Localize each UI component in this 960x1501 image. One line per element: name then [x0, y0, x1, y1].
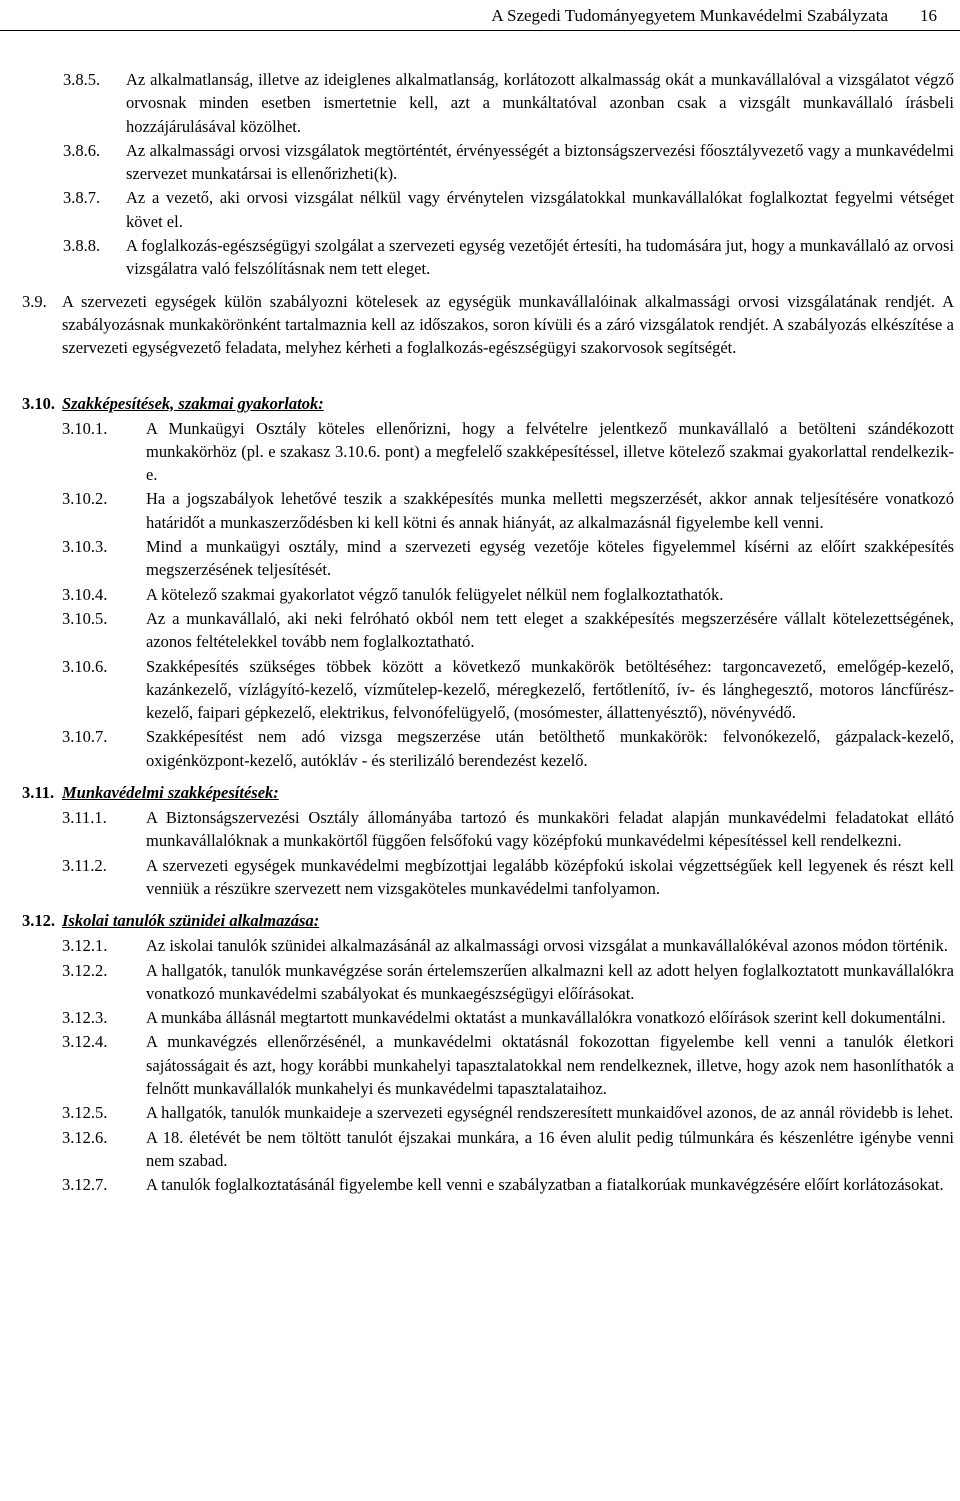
page-header	[0, 4, 960, 31]
list-item	[0, 1006, 960, 1029]
list-item	[0, 655, 960, 725]
item-number: 3.11.2.	[62, 855, 107, 875]
list-item	[0, 1101, 960, 1124]
item-number: 3.12.5.	[62, 1103, 108, 1123]
item-number: 3.8.5.	[63, 70, 101, 89]
item-number: 3.8.7.	[63, 188, 101, 208]
section-title: Munkavédelmi szakképesítések:	[62, 783, 279, 803]
list-item	[0, 934, 960, 957]
list-item	[0, 487, 960, 534]
item-number: 3.12.7.	[62, 1175, 108, 1195]
item-number: 3.11.1.	[62, 808, 107, 828]
item-number: 3.8.6.	[63, 140, 101, 160]
list-item	[0, 959, 960, 1006]
item-text: A 18. életévét be nem töltött tanulót éjszakai munkára, a 16 éven alulit pedig túlmunkára és készenlétre igénybe venni nem szabad.	[146, 1127, 954, 1170]
item-number: 3.10.4.	[62, 584, 108, 604]
item-text: A kötelező szakmai gyakorlatot végző tanulók felügyelet nélkül nem foglalkoztathatók.	[146, 584, 724, 604]
item-text: A hallgatók, tanulók munkavégzése során értelemszerűen alkalmazni kell az adott helyen foglalkoztatott munkavállalókra vonatkozó munkavédelmi szabályokat és munkaegészségügyi előírásokat.	[146, 960, 954, 1003]
item-text: A munkába állásnál megtartott munkavédelmi oktatást a munkavállalókra vonatkozó előírások szerint kell dokumentálni.	[146, 1008, 946, 1028]
item-text: Az a munkavállaló, aki neki felróható okból nem tett eleget a szakképesítés megszerzésére vállalt kötelezettségének, azonos feltételekkel tovább nem foglalkoztatható.	[146, 608, 954, 652]
item-text: Az alkalmatlanság, illetve az ideiglenes alkalmatlanság, korlátozott alkalmasság okát a munkavállalóval a vizsgálatot végző orvosnak minden esetben ismertetnie kell, azt a munkáltatóval azonban csak a vizsgált munkavállaló írásbeli hozzájárulásával közölhet.	[126, 70, 954, 136]
list-item	[0, 535, 960, 582]
document-body	[0, 68, 960, 1197]
item-number: 3.10.1.	[62, 418, 108, 438]
item-text: A szervezeti egységek munkavédelmi megbízottjai legalább középfokú iskolai végzettségűek kell legyenek és részt kell venniük a részükre szervezett nem vizsgaköteles munkavédelmi tanfolyamon.	[146, 855, 954, 898]
paragraph-item	[0, 68, 960, 138]
item-text: Az a vezető, aki orvosi vizsgálat nélkül vagy érvénytelen vizsgálatokkal munkavállalókat foglalkoztat fegyelmi vétséget követ el.	[126, 188, 954, 231]
item-text: A Munkaügyi Osztály köteles ellenőrizni, hogy a felvételre jelentkező munkavállaló a betölteni szándékozott munkakörhöz (pl. e szakasz 3.10.6. pont) a megfelelő szakképesítéssel, illetve kötelező szakmai gyakorlattal rendelkezik-e.	[146, 418, 954, 485]
item-text: A hallgatók, tanulók munkaideje a szervezeti egységnél rendszeresített munkaidővel azonos, de az annál rövidebb is lehet.	[146, 1103, 954, 1123]
list-item	[0, 854, 960, 901]
section-title: Iskolai tanulók szünidei alkalmazása:	[62, 911, 320, 931]
item-number: 3.12.1.	[62, 936, 108, 956]
section-number: 3.10.	[22, 393, 55, 413]
section-heading	[0, 781, 960, 805]
list-item	[0, 583, 960, 606]
item-text: Szakképesítés szükséges többek között a következő munkakörök betöltéséhez: targoncavezető, emelőgép-kezelő, kazánkezelő, vízlágyító-kezelő, vízműtelep-kezelő, méregkezelő, fertőtlenítő, ív- és lánghegesztő, motoros láncfűrész-kezelő, faipari gépkezelő, elektrikus, felvonófelügyelő, (mosómester, állattenyésztő), növényvédő.	[146, 656, 954, 723]
paragraph-item	[0, 139, 960, 186]
list-item	[0, 806, 960, 853]
section-title: Szakképesítések, szakmai gyakorlatok:	[62, 393, 324, 413]
item-text: Szakképesítést nem adó vizsga megszerzése után betölthető munkakörök: felvonókezelő, gázpalack-kezelő, oxigénközpont-kezelő, autókláv - és sterilizáló berendezést kezelő.	[146, 727, 954, 770]
list-item	[0, 1030, 960, 1100]
document-title: A Szegedi Tudományegyetem Munkavédelmi Szabályzata	[491, 6, 888, 25]
list-item	[0, 1126, 960, 1173]
item-number: 3.10.2.	[62, 489, 108, 509]
item-number: 3.10.6.	[62, 656, 108, 676]
section-number: 3.11.	[22, 783, 55, 803]
item-number: 3.12.2.	[62, 960, 108, 980]
list-item	[0, 607, 960, 654]
list-item	[0, 417, 960, 487]
item-text: Az iskolai tanulók szünidei alkalmazásánál az alkalmassági orvosi vizsgálat a munkavállalókéval azonos módon történik.	[146, 936, 948, 956]
item-number: 3.10.7.	[62, 727, 108, 747]
item-text: A Biztonságszervezési Osztály állományába tartozó és munkaköri feladat alapján munkavédelmi feladatokat ellátó munkavállalóknak a munkakörtől függően felsőfokú vagy középfokú munkavédelmi képesítéssel kell rendelkezni.	[146, 808, 954, 851]
section-heading	[0, 909, 960, 933]
item-number: 3.10.3.	[62, 537, 108, 557]
section-number: 3.12.	[22, 911, 55, 931]
item-text: Mind a munkaügyi osztály, mind a szervezeti egység vezetője köteles figyelemmel kísérni az előírt szakképesítés megszerzésének teljesítését.	[146, 537, 954, 580]
item-number: 3.12.3.	[62, 1008, 108, 1028]
item-number: 3.10.5.	[62, 608, 108, 628]
item-text: Az alkalmassági orvosi vizsgálatok megtörténtét, érvényességét a biztonságszervezési főosztályvezető vagy a munkavédelmi szervezet munkatársai is ellenőrizheti(k).	[126, 140, 954, 184]
paragraph-item	[0, 186, 960, 233]
item-number: 3.9.	[22, 291, 47, 311]
item-text: Ha a jogszabályok lehetővé teszik a szakképesítés munka melletti megszerzését, akkor annak teljesítésére vonatkozó határidőt a munkaszerződésben ki kell kötni és annak hiányát, az alkalmazásnál figyelembe kell venni.	[146, 489, 954, 532]
list-item	[0, 1173, 960, 1196]
item-number: 3.8.8.	[63, 236, 101, 256]
item-text: A szervezeti egységek külön szabályozni kötelesek az egységük munkavállalóinak alkalmassági orvosi vizsgálatának rendjét. A szabályozásnak munkakörönként tartalmaznia kell az időszakos, soron kívüli és a záró vizsgálatok rendjét. A szabályozás elkészítése a szervezeti egységvezető feladata, melyhez kérheti a foglalkozás-egészségügyi szakorvosok segítségét.	[62, 291, 954, 358]
page-number: 16	[920, 6, 937, 25]
item-text: A munkavégzés ellenőrzésénél, a munkavédelmi oktatásnál fokozottan figyelembe kell venni a tanulók életkori sajátosságait és azt, hogy korábbi munkahelyi tapasztalatokkal nem rendelkeznek, illetve, hogy azok nem hasonlíthatók a felnőtt munkavállalók munkahelyi és munkavédelmi tapasztalataihoz.	[146, 1032, 954, 1098]
list-item	[0, 725, 960, 772]
item-text: A foglalkozás-egészségügyi szolgálat a szervezeti egység vezetőjét értesíti, ha tudomására jut, hogy a munkavállaló az orvosi vizsgálatra való felszólításnak nem tett eleget.	[126, 236, 954, 279]
section-heading	[0, 392, 960, 416]
paragraph-item	[0, 234, 960, 281]
paragraph-item	[0, 290, 960, 360]
item-number: 3.12.4.	[62, 1032, 108, 1052]
item-text: A tanulók foglalkoztatásánál figyelembe kell venni e szabályzatban a fiatalkorúak munkavégzésére előírt korlátozásokat.	[146, 1175, 944, 1195]
item-number: 3.12.6.	[62, 1127, 108, 1147]
